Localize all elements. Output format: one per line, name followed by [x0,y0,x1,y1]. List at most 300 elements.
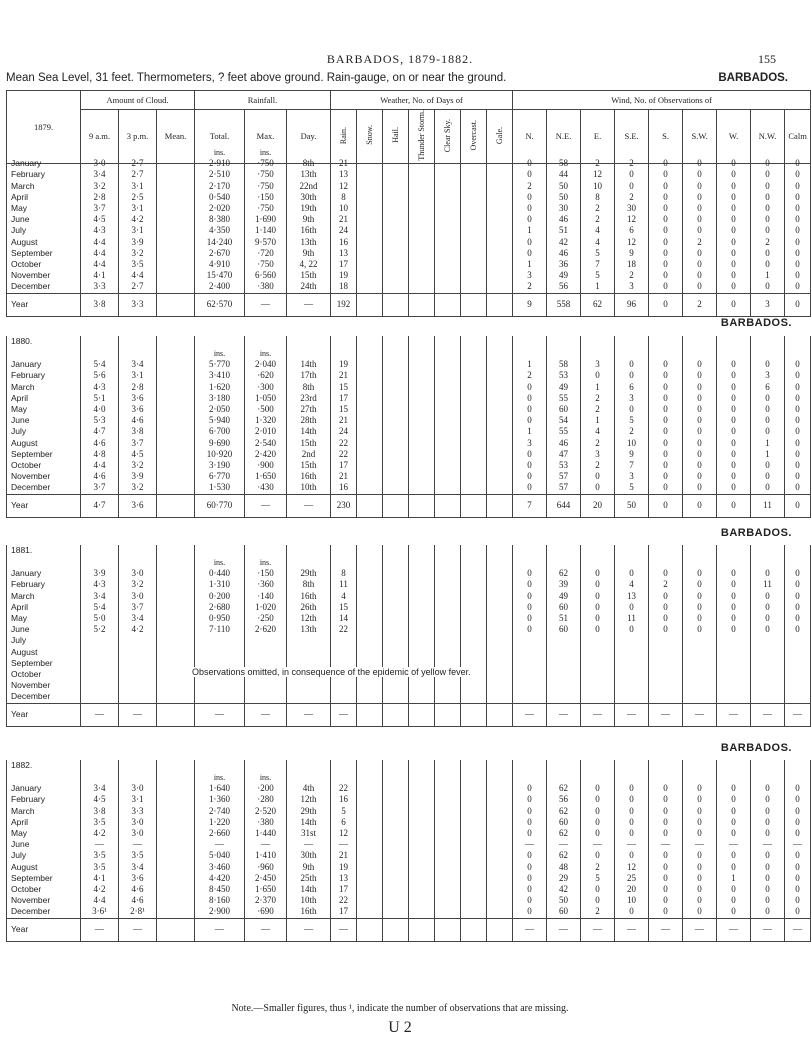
value-cell: 0 [785,281,811,293]
value-cell: 19th [287,203,331,214]
value-cell [513,658,547,669]
value-cell: 0 [751,181,785,192]
value-cell: 21 [331,214,357,225]
value-cell [513,647,547,658]
value-cell: 3·4 [119,862,157,873]
cloud-group-heading: Amount of Cloud. [81,91,195,110]
value-cell: 0 [785,393,811,404]
value-cell [409,181,435,192]
page-number: 155 [758,52,776,66]
year-heading: 1879. [7,91,81,164]
value-cell [461,404,487,415]
value-cell [383,393,409,404]
value-cell: — [751,839,785,850]
value-cell: 16 [331,237,357,248]
value-cell [751,680,785,691]
value-cell: 0 [683,169,717,180]
value-cell: 0 [649,203,683,214]
blank-cell [581,545,615,557]
year-total-cell: — [245,293,287,316]
blank-cell [119,147,157,158]
value-cell: 10th [287,895,331,906]
value-cell: 21 [331,158,357,169]
value-cell [547,691,581,703]
value-cell [383,214,409,225]
value-cell: 17 [331,884,357,895]
value-cell [383,192,409,203]
value-cell: 0 [751,248,785,259]
value-cell: 0 [785,794,811,805]
value-cell: 0 [785,806,811,817]
month-label: December [7,482,81,494]
year-total-cell [487,494,513,517]
value-cell: 0 [513,794,547,805]
value-cell: 0 [785,906,811,918]
value-cell: — [581,839,615,850]
blank-cell [683,557,717,568]
value-cell: 2·7 [119,281,157,293]
value-cell: 8th [287,382,331,393]
value-cell [461,602,487,613]
blank-cell [81,336,119,348]
value-cell [435,482,461,494]
value-cell: 0 [683,794,717,805]
value-cell: 0 [683,828,717,839]
value-cell: 2·660 [195,828,245,839]
value-cell: 0 [751,806,785,817]
value-cell: 0 [513,579,547,590]
value-cell: 4·4 [81,259,119,270]
value-cell: 16th [287,471,331,482]
value-cell: 4·350 [195,225,245,236]
value-cell [383,568,409,579]
blank-cell [245,760,287,772]
value-cell: 0 [649,237,683,248]
year-total-cell [435,494,461,517]
month-label: March [7,181,81,192]
value-cell: 5·1 [81,393,119,404]
value-cell: 0 [615,794,649,805]
value-cell [751,669,785,680]
value-cell: 4·5 [119,449,157,460]
value-cell: 0 [649,806,683,817]
blank-cell [119,557,157,568]
station-name: BARBADOS. [718,72,788,84]
value-cell: 4·6 [81,471,119,482]
blank-cell [119,348,157,359]
value-cell: 1 [513,259,547,270]
month-label: October [7,460,81,471]
value-cell: 6·770 [195,471,245,482]
value-cell: 0 [717,415,751,426]
blank-cell [287,545,331,557]
value-cell [357,270,383,281]
table-row [7,862,811,873]
value-cell: 2·510 [195,169,245,180]
year-total-cell [487,703,513,726]
value-cell [461,259,487,270]
value-cell [785,647,811,658]
value-cell [119,691,157,703]
value-cell [487,862,513,873]
value-cell: 0 [615,404,649,415]
value-cell: 0 [581,471,615,482]
table-row [7,214,811,225]
value-cell [157,158,195,169]
value-cell [435,794,461,805]
value-cell: 13th [287,624,331,635]
value-cell: 0 [683,613,717,624]
value-cell: 14th [287,817,331,828]
value-cell: 0 [649,873,683,884]
value-cell: 2 [615,158,649,169]
value-cell [383,783,409,794]
value-cell: ·280 [245,794,287,805]
value-cell: — [547,839,581,850]
value-cell [383,359,409,370]
value-cell: 62 [547,828,581,839]
value-cell: 4·3 [81,382,119,393]
value-cell [119,669,157,680]
value-cell [383,839,409,850]
value-cell: 4·7 [81,426,119,437]
value-cell: 0 [513,169,547,180]
value-cell [157,906,195,918]
year-total-cell [357,293,383,316]
value-cell: 0 [513,248,547,259]
value-cell [357,438,383,449]
value-cell: 54 [547,415,581,426]
value-cell: 15 [331,602,357,613]
value-cell: 3·0 [119,783,157,794]
value-cell: 0 [717,259,751,270]
value-cell [409,850,435,861]
value-cell: 1 [717,873,751,884]
value-cell [157,817,195,828]
blank-cell [119,772,157,783]
value-cell: 0 [717,828,751,839]
blank-cell [683,147,717,158]
value-cell [435,281,461,293]
blank-cell [331,557,357,568]
value-cell: 19 [331,270,357,281]
value-cell: 0 [581,568,615,579]
value-cell: 0 [717,214,751,225]
value-cell [287,635,331,646]
value-cell: 0 [751,192,785,203]
value-cell [487,237,513,248]
value-cell: 2 [581,906,615,918]
blank-cell [157,545,195,557]
blank-cell [157,760,195,772]
value-cell [435,393,461,404]
blank-cell [287,760,331,772]
value-cell [383,203,409,214]
value-cell: 0 [649,862,683,873]
value-cell: 0 [717,794,751,805]
year-title: 1882. [7,760,81,772]
max-unit: ins. [245,348,287,359]
year-block-2 [6,545,811,727]
value-cell: 3·0 [119,568,157,579]
year-total-cell: — [287,494,331,517]
value-cell: 2·020 [195,203,245,214]
value-cell: 2·910 [195,158,245,169]
year-total-cell: — [195,703,245,726]
value-cell: 53 [547,460,581,471]
value-cell: 0 [683,438,717,449]
value-cell: 2·680 [195,602,245,613]
blank-cell [409,760,435,772]
year-total-cell [461,293,487,316]
table-row [7,248,811,259]
running-title: BARBADOS, 1879-1882. [326,52,474,66]
value-cell: 3 [615,471,649,482]
value-cell [409,591,435,602]
value-cell: 28th [287,415,331,426]
year-total-cell: — [331,918,357,941]
blank-cell [331,348,357,359]
value-cell [409,895,435,906]
blank-cell [785,557,811,568]
value-cell: 3·5 [81,817,119,828]
table-row [7,613,811,624]
value-cell: 13 [615,591,649,602]
value-cell: 1·140 [245,225,287,236]
blank-cell [487,336,513,348]
value-cell: 2·740 [195,806,245,817]
value-cell: 0 [581,783,615,794]
value-cell: 4·5 [81,214,119,225]
table-row [7,192,811,203]
year-total-cell: — [513,703,547,726]
blank-cell [119,545,157,557]
year-total-cell: — [581,918,615,941]
blank-cell [409,557,435,568]
value-cell [245,691,287,703]
value-cell: 47 [547,449,581,460]
year-total-cell: 60·770 [195,494,245,517]
value-cell [487,591,513,602]
value-cell: 62 [547,806,581,817]
value-cell: 21 [331,370,357,381]
value-cell: 0 [615,806,649,817]
value-cell: 0 [785,370,811,381]
value-cell: 3·4 [81,169,119,180]
month-label: April [7,393,81,404]
value-cell: 51 [547,225,581,236]
value-cell: 60 [547,817,581,828]
value-cell: ·750 [245,158,287,169]
value-cell: 0 [751,873,785,884]
value-cell [409,192,435,203]
value-cell [461,579,487,590]
value-cell [383,794,409,805]
value-cell: 3·3 [81,281,119,293]
value-cell: 2·8 [81,192,119,203]
value-cell [751,635,785,646]
value-cell: 27th [287,404,331,415]
value-cell: 3·6¹ [81,906,119,918]
value-cell: 0 [683,862,717,873]
value-cell: 2 [581,203,615,214]
value-cell: 2·7 [119,158,157,169]
value-cell [461,359,487,370]
value-cell [487,225,513,236]
month-label: February [7,579,81,590]
year-total-cell [383,703,409,726]
value-cell: 8 [331,192,357,203]
blank-cell [547,760,581,772]
month-label: September [7,873,81,884]
value-cell [119,647,157,658]
value-cell: 2·620 [245,624,287,635]
value-cell: 3·2 [119,482,157,494]
value-cell [81,647,119,658]
value-cell [435,850,461,861]
value-cell [357,591,383,602]
value-cell: 0 [785,873,811,884]
value-cell [435,169,461,180]
value-cell [487,281,513,293]
value-cell [435,817,461,828]
value-cell [157,415,195,426]
table-row [7,783,811,794]
value-cell: 7·110 [195,624,245,635]
year-total-cell [157,494,195,517]
value-cell: 4, 22 [287,259,331,270]
blank-cell [435,545,461,557]
year-total-cell [383,918,409,941]
blank-cell [461,348,487,359]
value-cell: 3·1 [119,203,157,214]
value-cell [751,658,785,669]
value-cell: ·500 [245,404,287,415]
value-cell: ·200 [245,783,287,794]
month-label: November [7,471,81,482]
table-row [7,817,811,828]
value-cell [461,884,487,895]
value-cell [487,214,513,225]
value-cell [357,259,383,270]
blank-cell [615,348,649,359]
value-cell: 1 [751,270,785,281]
value-cell [487,873,513,884]
value-cell: 0 [581,624,615,635]
value-cell: 56 [547,794,581,805]
value-cell [461,794,487,805]
value-cell [461,181,487,192]
blank-cell [81,348,119,359]
value-cell: 0 [649,281,683,293]
blank-cell [357,760,383,772]
value-cell [157,225,195,236]
blank-cell [581,557,615,568]
value-cell [785,669,811,680]
value-cell [383,850,409,861]
value-cell [157,438,195,449]
value-cell [487,635,513,646]
value-cell [461,850,487,861]
value-cell [487,181,513,192]
value-cell [717,658,751,669]
year-total-cell [157,918,195,941]
value-cell: 0 [649,850,683,861]
value-cell: 0 [513,214,547,225]
year-total-cell: — [81,703,119,726]
year-total-cell: — [195,918,245,941]
value-cell [461,248,487,259]
value-cell: 0 [649,415,683,426]
value-cell: — [119,839,157,850]
blank-cell [461,545,487,557]
value-cell [409,158,435,169]
value-cell [357,839,383,850]
value-cell [357,415,383,426]
value-cell [615,691,649,703]
value-cell: 3·5 [119,259,157,270]
value-cell: 0 [649,359,683,370]
value-cell [157,426,195,437]
value-cell: 0 [785,248,811,259]
value-cell [157,669,195,680]
blank-cell [331,336,357,348]
value-cell: 55 [547,426,581,437]
value-cell: 0 [785,158,811,169]
value-cell: 0 [649,259,683,270]
value-cell: 2·8 [119,382,157,393]
value-cell: — [195,839,245,850]
value-cell: 1 [751,449,785,460]
value-cell: 6 [751,382,785,393]
value-cell: 2·5 [119,192,157,203]
year-total-cell [409,703,435,726]
value-cell: 10·920 [195,449,245,460]
value-cell: 30th [287,850,331,861]
blank-cell [357,545,383,557]
value-cell [357,214,383,225]
blank-cell [683,336,717,348]
value-cell [383,225,409,236]
value-cell: 0 [717,169,751,180]
value-cell: 30 [547,203,581,214]
value-cell [383,270,409,281]
year-total-cell: 50 [615,494,649,517]
blank-cell [717,336,751,348]
value-cell [357,426,383,437]
value-cell: 57 [547,482,581,494]
value-cell [357,613,383,624]
value-cell: 8 [581,192,615,203]
value-cell: 0 [717,482,751,494]
value-cell: 0 [785,568,811,579]
value-cell [409,906,435,918]
value-cell: 4·1 [81,270,119,281]
value-cell: 46 [547,248,581,259]
blank-cell [717,147,751,158]
value-cell: 1·220 [195,817,245,828]
value-cell [383,680,409,691]
value-cell: — [245,839,287,850]
table-row [7,806,811,817]
value-cell: 17 [331,259,357,270]
cloud-col-2-heading: Mean. [157,110,195,164]
value-cell: 3·2 [119,579,157,590]
value-cell: 8 [331,568,357,579]
value-cell: 16th [287,225,331,236]
running-head [0,52,800,66]
value-cell: 4th [287,783,331,794]
